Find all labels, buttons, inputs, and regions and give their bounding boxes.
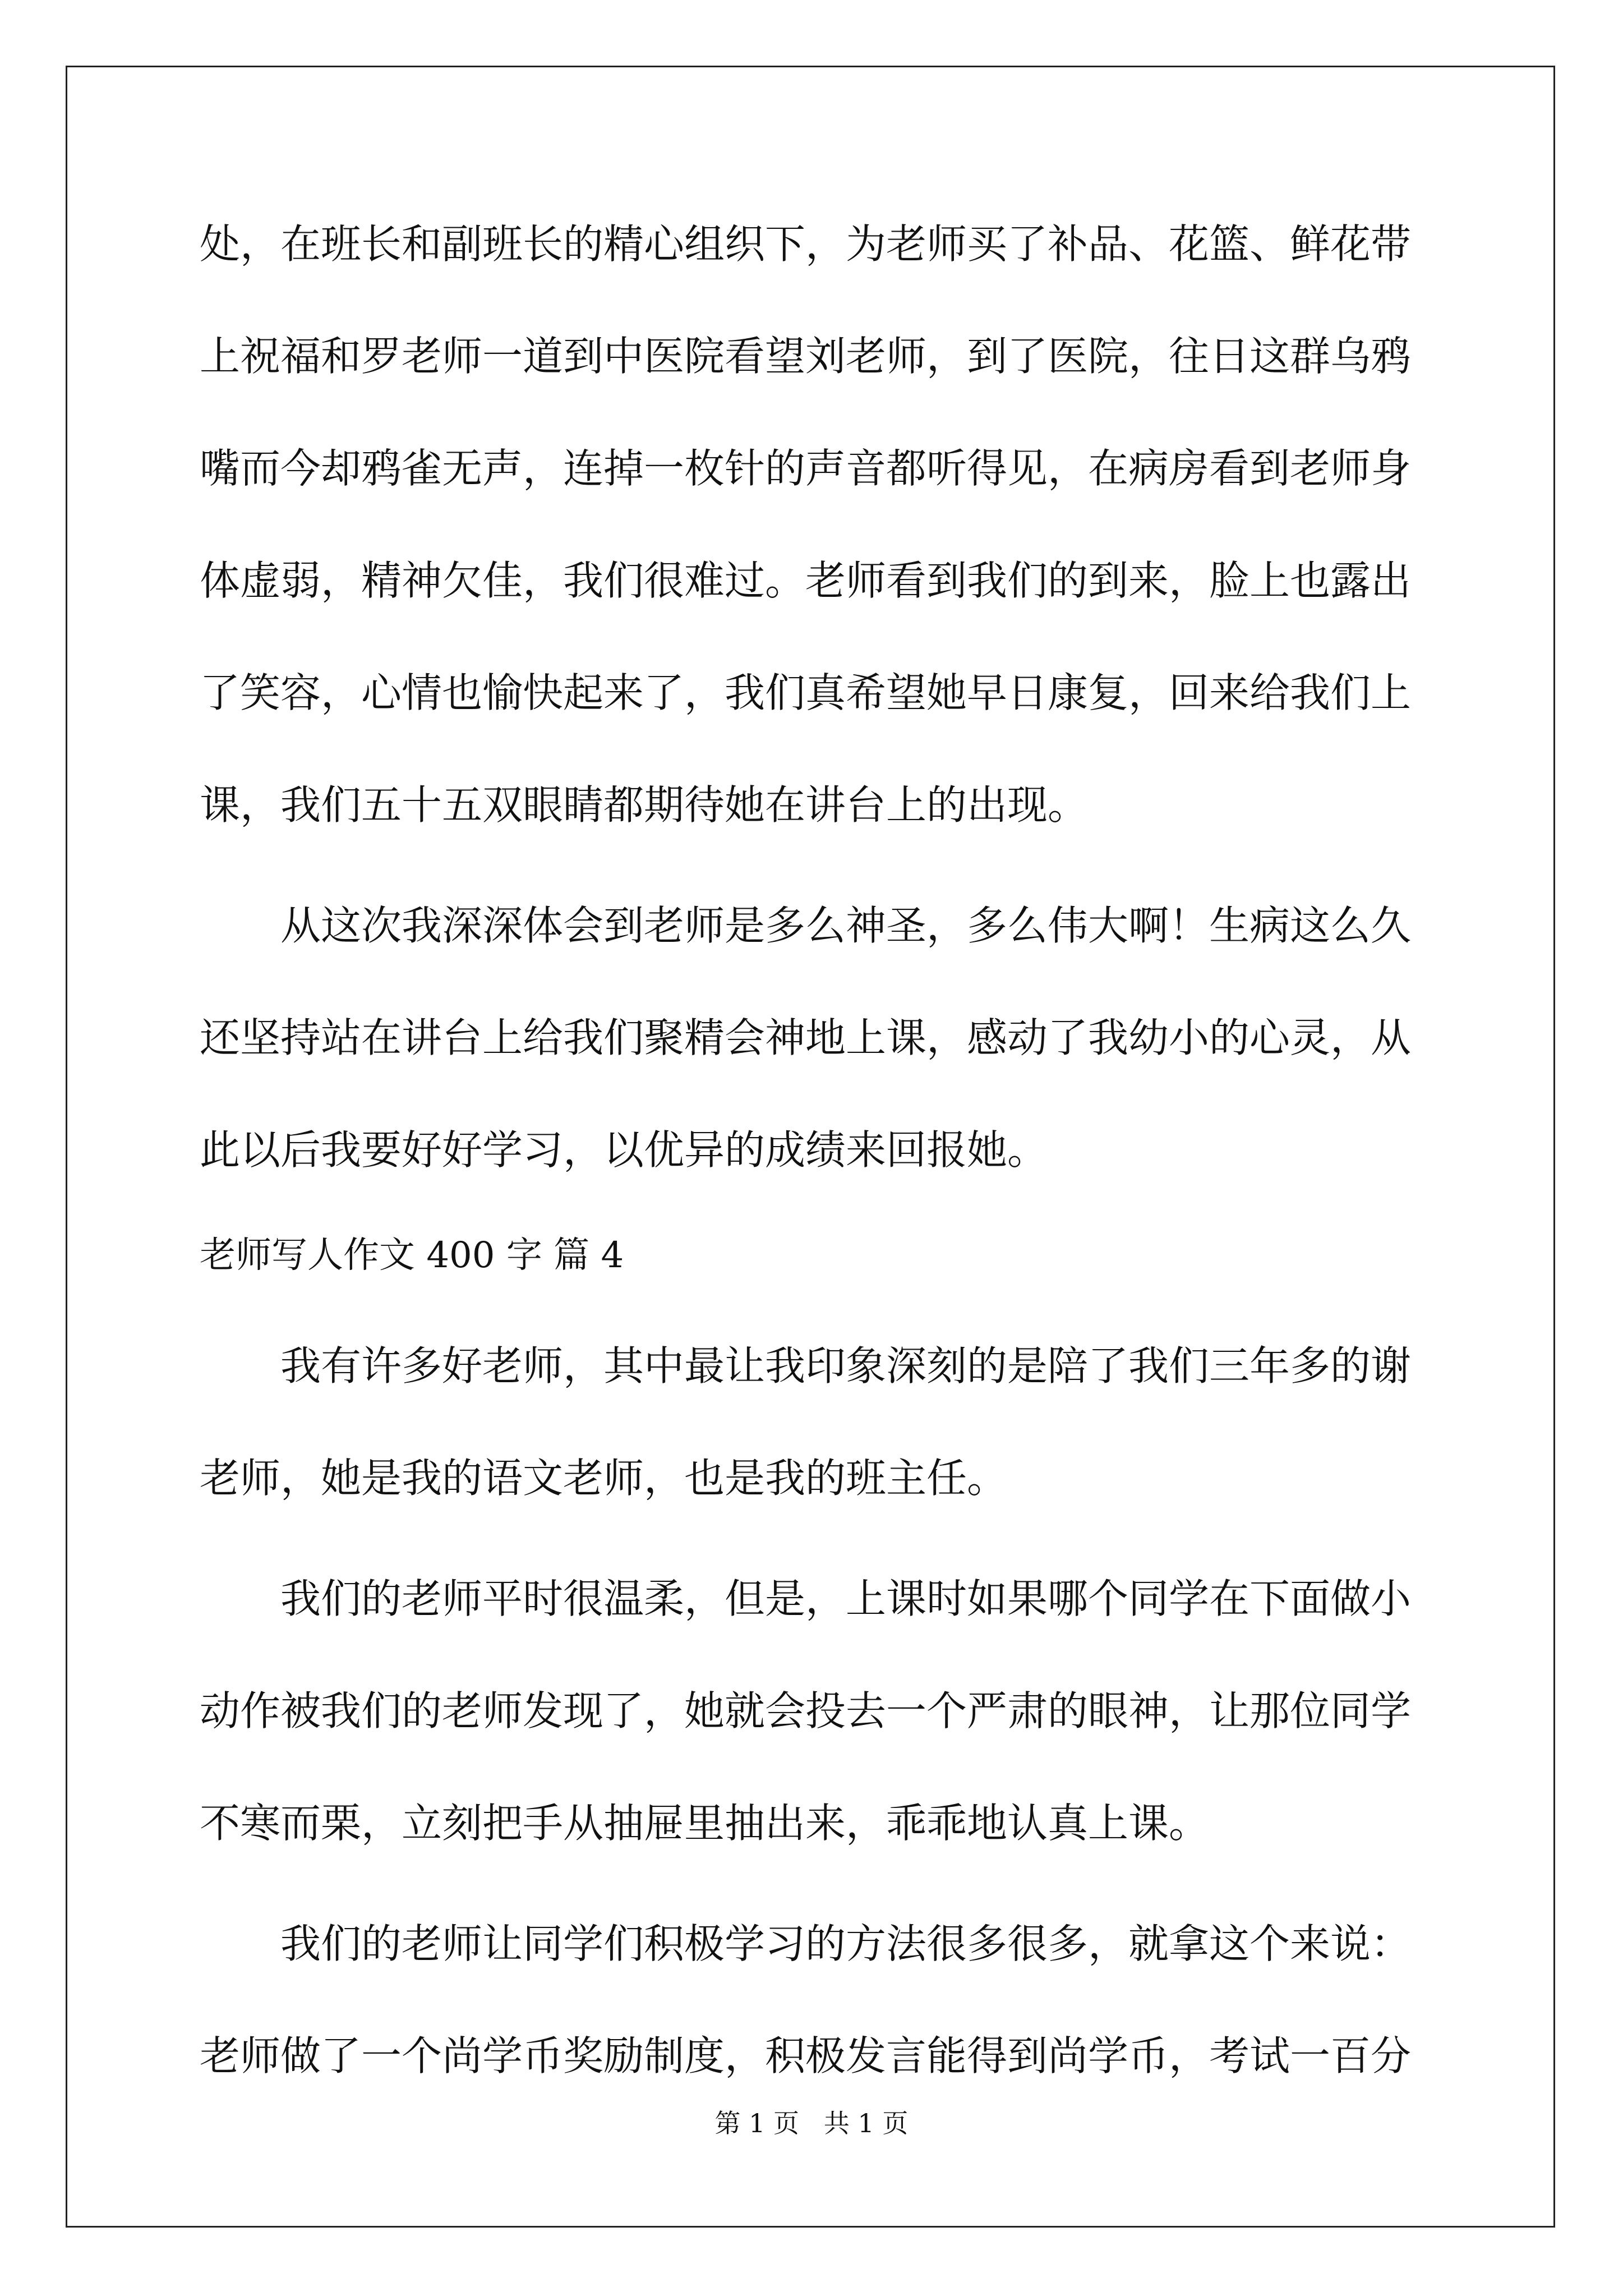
section-heading: 老师写人作文 400 字 篇 4 [200, 1235, 624, 1276]
text-line: 此以后我要好好学习，以优异的成绩来回报她。 [200, 1126, 1048, 1174]
paragraph-first-line: 我们的老师平时很温柔，但是，上课时如果哪个同学在下面做小 [280, 1575, 1412, 1622]
text-line: 还坚持站在讲台上给我们聚精会神地上课，感动了我幼小的心灵，从 [200, 1014, 1412, 1061]
text-line: 上祝福和罗老师一道到中医院看望刘老师，到了医院，往日这群乌鸦 [200, 333, 1412, 380]
paragraph-first-line: 我们的老师让同学们积极学习的方法很多很多，就拿这个来说： [280, 1920, 1412, 1967]
text-line: 处，在班长和副班长的精心组织下，为老师买了补品、花篮、鲜花带 [200, 220, 1412, 268]
text-line: 了笑容，心情也愉快起来了，我们真希望她早日康复，回来给我们上 [200, 669, 1412, 716]
text-line: 老师做了一个尚学币奖励制度，积极发言能得到尚学币，考试一百分 [200, 2032, 1412, 2079]
text-line: 不寒而栗，立刻把手从抽屉里抽出来，乖乖地认真上课。 [200, 1800, 1210, 1847]
text-line: 课，我们五十五双眼睛都期待她在讲台上的出现。 [200, 781, 1089, 829]
text-line: 动作被我们的老师发现了，她就会投去一个严肃的眼神，让那位同学 [200, 1687, 1412, 1734]
page-number-footer: 第 1 页 共 1 页 [714, 2108, 909, 2138]
text-line: 老师，她是我的语文老师，也是我的班主任。 [200, 1455, 1008, 1502]
paragraph-first-line: 我有许多好老师，其中最让我印象深刻的是陪了我们三年多的谢 [280, 1342, 1412, 1389]
text-line: 体虚弱，精神欠佳，我们很难过。老师看到我们的到来，脸上也露出 [200, 557, 1412, 604]
text-line: 嘴而今却鸦雀无声，连掉一枚针的声音都听得见，在病房看到老师身 [200, 445, 1412, 492]
paragraph-first-line: 从这次我深深体会到老师是多么神圣，多么伟大啊！生病这么久 [280, 902, 1412, 949]
